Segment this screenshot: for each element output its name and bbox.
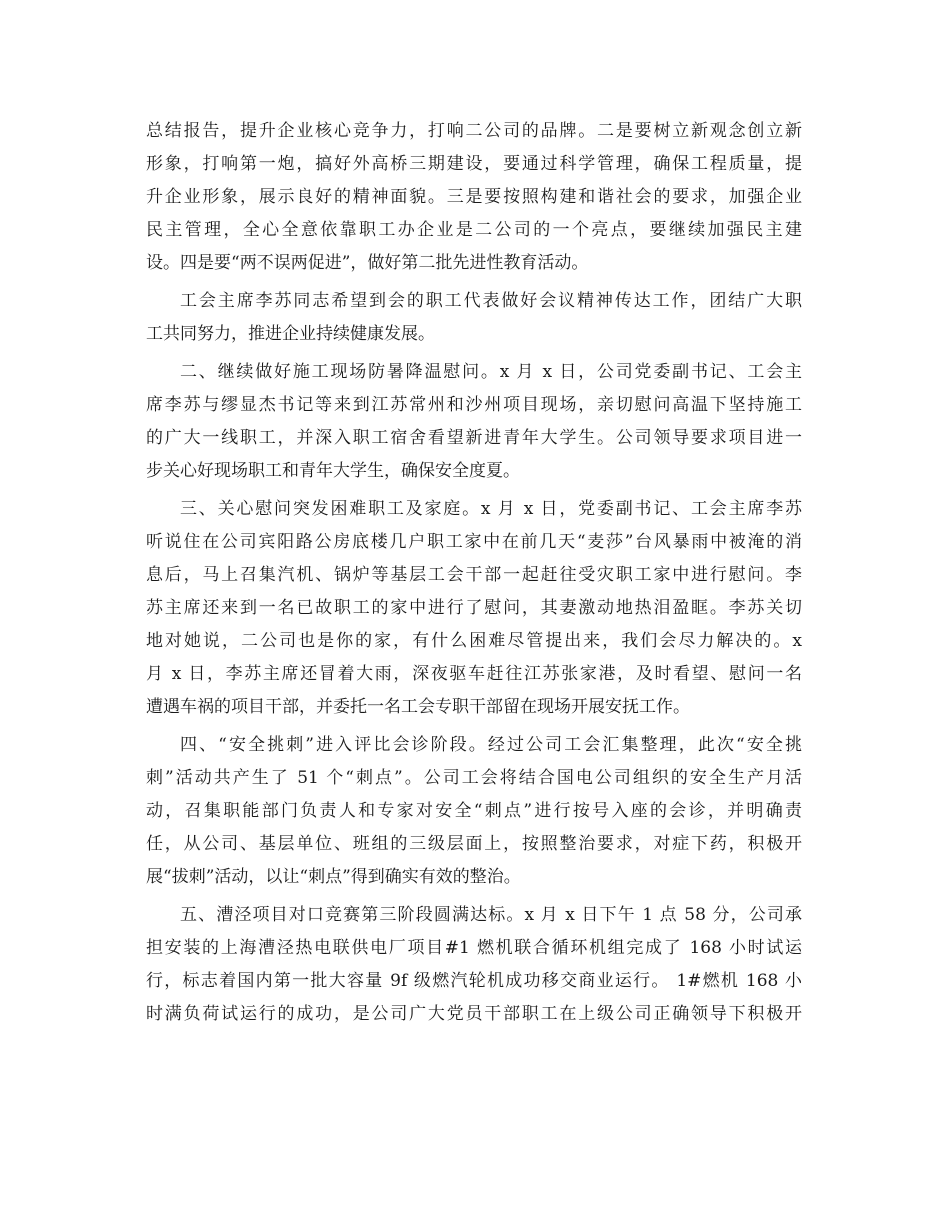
text-line: 设。四是要“两不误两促进”，做好第二批先进性教育活动。 <box>146 253 589 273</box>
paragraph-section-five <box>146 899 802 1031</box>
paragraph-section-four <box>146 729 802 894</box>
text-line: 席李苏与缪显杰书记等来到江苏常州和沙州项目现场，亲切慰问高温下坚持施工 <box>146 395 802 415</box>
text-line: 听说住在公司宾阳路公房底楼几户职工家中在前几天“麦莎”台风暴雨中被淹的消 <box>146 532 802 552</box>
paragraph-summary <box>146 115 802 280</box>
text-line: 工会主席李苏同志希望到会的职工代表做好会议精神传达工作，团结广大职 <box>180 291 802 311</box>
text-line: 形象，打响第一炮，搞好外高桥三期建设，要通过科学管理，确保工程质量，提 <box>146 154 802 174</box>
text-line: 担安装的上海漕泾热电联供电厂项目#1 燃机联合循环机组完成了 168 小时试运 <box>146 938 802 958</box>
text-line: 民主管理，全心全意依靠职工办企业是二公司的一个亮点，要继续加强民主建 <box>146 220 802 240</box>
text-line: 总结报告，提升企业核心竞争力，打响二公司的品牌。二是要树立新观念创立新 <box>146 121 802 141</box>
text-line: 的广大一线职工，并深入职工宿舍看望新进青年大学生。公司领导要求项目进一 <box>146 428 802 448</box>
text-line: 地对她说，二公司也是你的家，有什么困难尽管提出来，我们会尽力解决的。x <box>146 631 802 651</box>
text-line: 遭遇车祸的项目干部，并委托一名工会专职干部留在现场开展安抚工作。 <box>146 697 690 717</box>
text-line: 五、漕泾项目对口竞赛第三阶段圆满达标。x 月 x 日下午 1 点 58 分，公司承 <box>180 905 802 925</box>
text-line: 时满负荷试运行的成功，是公司广大党员干部职工在上级公司正确领导下积极开 <box>146 1004 802 1024</box>
text-line: 升企业形象，展示良好的精神面貌。三是要按照构建和谐社会的要求，加强企业 <box>146 187 802 207</box>
paragraph-section-three <box>146 493 802 724</box>
text-line: 月 x 日，李苏主席还冒着大雨，深夜驱车赶往江苏张家港，及时看望、慰问一名 <box>146 664 802 684</box>
text-line: 展“拔刺”活动，以让“刺点”得到确实有效的整治。 <box>146 867 521 887</box>
text-line: 步关心好现场职工和青年大学生，确保安全度夏。 <box>146 461 520 481</box>
document-body <box>146 115 802 1031</box>
text-line: 二、继续做好施工现场防暑降温慰问。x 月 x 日，公司党委副书记、工会主 <box>180 362 802 382</box>
text-line: 三、关心慰问突发困难职工及家庭。x 月 x 日，党委副书记、工会主席李苏 <box>180 499 802 519</box>
text-line: 动，召集职能部门负责人和专家对安全“刺点”进行按号入座的会诊，并明确责 <box>146 801 802 821</box>
text-line: 苏主席还来到一名已故职工的家中进行了慰问，其妻激动地热泪盈眶。李苏关切 <box>146 598 802 618</box>
text-line: 刺”活动共产生了 51 个“刺点”。公司工会将结合国电公司组织的安全生产月活 <box>146 768 802 788</box>
paragraph-union-chair <box>146 285 802 351</box>
text-line: 息后，马上召集汽机、锅炉等基层工会干部一起赶往受灾职工家中进行慰问。李 <box>146 565 802 585</box>
paragraph-section-two <box>146 356 802 488</box>
text-line: 任，从公司、基层单位、班组的三级层面上，按照整治要求，对症下药，积极开 <box>146 834 802 854</box>
text-line: 工共同努力，推进企业持续健康发展。 <box>146 324 435 344</box>
text-line: 四、“安全挑刺”进入评比会诊阶段。经过公司工会汇集整理，此次“安全挑 <box>180 735 802 755</box>
text-line: 行，标志着国内第一批大容量 9f 级燃汽轮机成功移交商业运行。 1#燃机 168 小 <box>146 971 802 991</box>
